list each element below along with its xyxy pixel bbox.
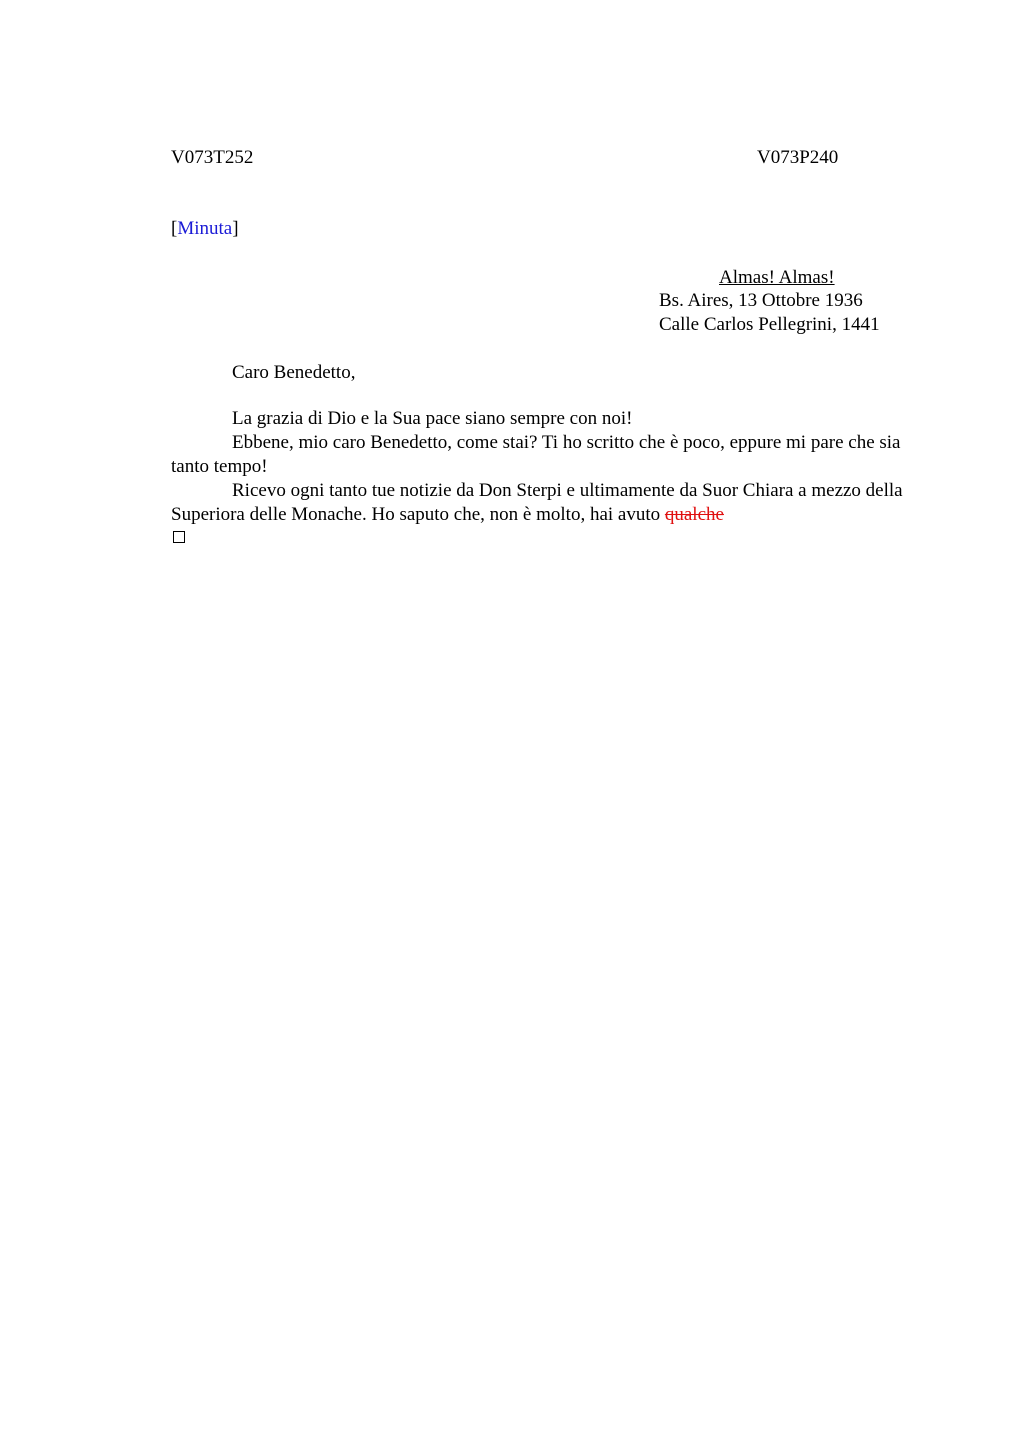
document-reference-left: V073T252	[171, 147, 254, 168]
paragraph-news	[171, 479, 931, 527]
paragraph-greeting: La grazia di Dio e la Sua pace siano sempre con noi!	[232, 408, 633, 429]
letter-body	[171, 407, 931, 527]
bracket-open: [	[171, 218, 178, 239]
paragraph-news-text: Ricevo ogni tanto tue notizie da Don Sterpi e ultimamente da Suor Chiara a mezzo della Superiora delle Monache. Ho saputo che, non è molto, hai avuto	[171, 480, 903, 525]
empty-square-symbol	[173, 531, 185, 543]
letter-date: Bs. Aires, 13 Ottobre 1936	[659, 290, 863, 311]
struck-word: qualche	[664, 504, 724, 525]
minuta-annotation	[171, 217, 239, 241]
letter-address: Calle Carlos Pellegrini, 1441	[659, 314, 880, 335]
document-reference-right: V073P240	[757, 147, 839, 168]
minuta-label: Minuta	[177, 218, 233, 239]
letter-salutation: Caro Benedetto,	[232, 362, 356, 383]
bracket-close: ]	[232, 218, 239, 239]
letter-motto: Almas! Almas!	[719, 267, 835, 288]
paragraph-how-are-you: Ebbene, mio caro Benedetto, come stai? Ti ho scritto che è poco, eppure mi pare che sia tanto tempo!	[171, 432, 901, 477]
